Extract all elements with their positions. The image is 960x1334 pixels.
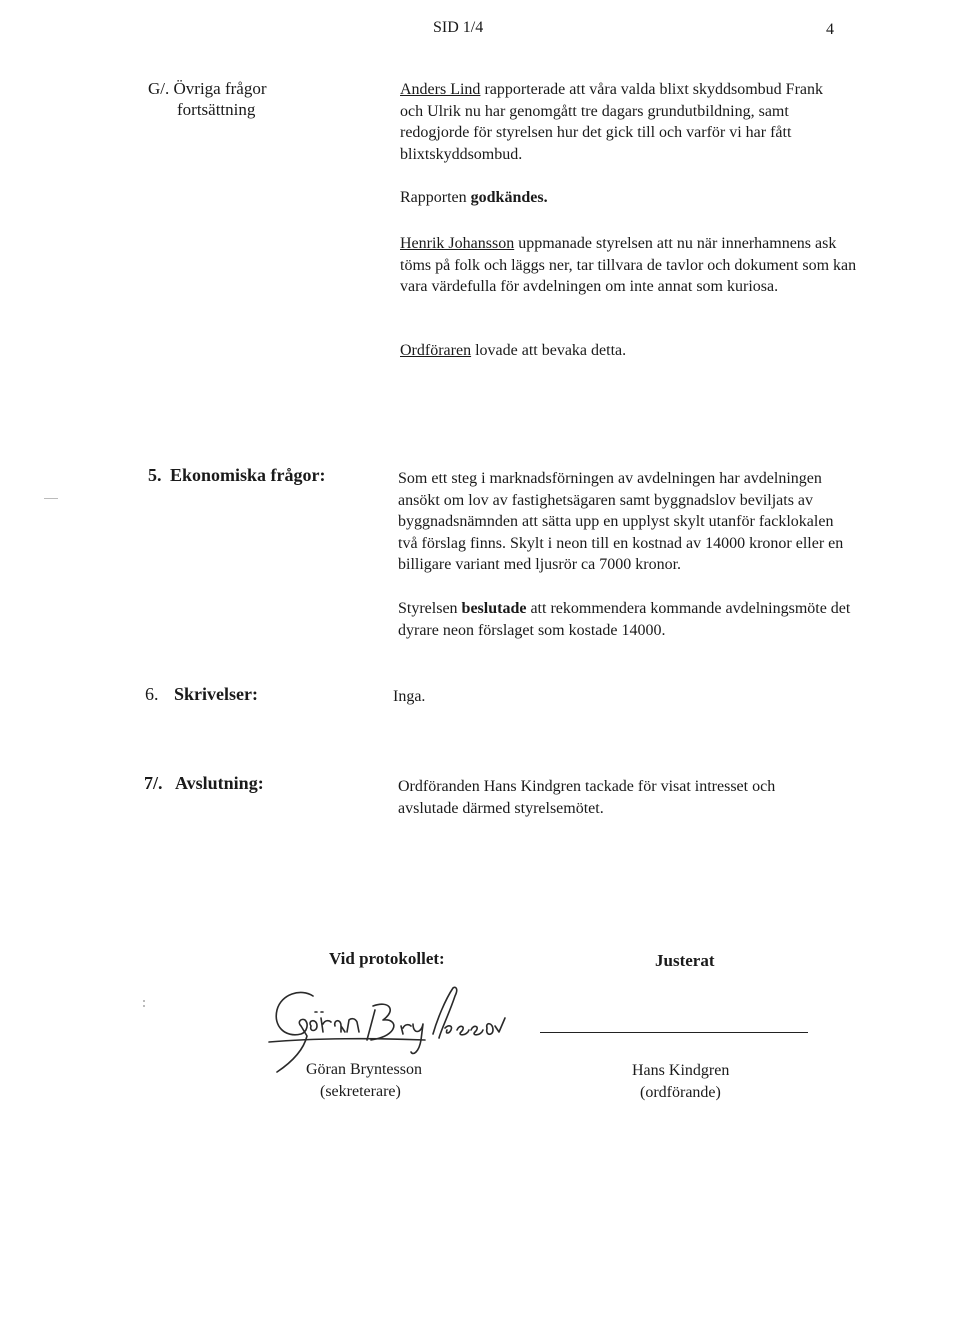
page-number: 4	[826, 21, 834, 38]
signature-left-heading: Vid protokollet:	[329, 949, 445, 968]
paragraph-text: Ordföranden Hans Kindgren tackade för visat intresset och	[398, 778, 776, 795]
section-g-paragraph-3	[400, 233, 940, 298]
paragraph-text: vara värdefulla för avdelningen om inte annat som kuriosa.	[400, 278, 779, 295]
paragraph-text: töms på folk och läggs ner, tar tillvara de tavlor och dokument som kan	[400, 256, 857, 274]
section-5-paragraph-2	[398, 598, 938, 641]
section-g-label-line2: fortsättning	[177, 100, 256, 119]
signature-right-name: Hans Kindgren	[632, 1062, 730, 1079]
decision-word: godkändes.	[470, 189, 548, 206]
section-title: Ekonomiska frågor:	[170, 465, 326, 485]
paragraph-text: två förslag finns. Skylt i neon till en kostnad av 14000 kronor eller en	[398, 534, 844, 552]
paragraph-text: dyrare neon förslaget som kostade 14000.	[398, 621, 666, 639]
decision-word: beslutade	[461, 600, 527, 617]
section-g-label-line1: G/. Övriga frågor	[148, 79, 267, 98]
section-7-number: 7/.	[144, 773, 163, 793]
paragraph-text: billigare variant med ljusrör ca 7000 kronor.	[398, 556, 682, 573]
section-5-heading	[148, 465, 326, 486]
section-number: 5.	[148, 465, 162, 485]
paragraph-text: ansökt om lov av fastighetsägaren samt byggnadslov beviljats av	[398, 491, 814, 509]
section-6-text: Inga.	[393, 688, 426, 705]
person-name-anders-lind: Anders Lind	[400, 81, 481, 98]
section-7-paragraph	[398, 776, 938, 819]
paragraph-text: avslutade därmed styrelsemötet.	[398, 799, 604, 817]
paragraph-text: uppmanade styrelsen att nu när innerhamnens ask	[514, 235, 837, 252]
margin-mark	[143, 1005, 145, 1007]
section-g-paragraph-2	[400, 187, 548, 209]
paragraph-text: blixtskyddsombud.	[400, 145, 523, 163]
signature-right-role: (ordförande)	[640, 1084, 721, 1101]
page-label: SID 1/4	[433, 19, 484, 36]
signature-right-heading: Justerat	[655, 951, 715, 970]
paragraph-text: och Ulrik nu har genomgått tre dagars grundutbildning, samt	[400, 102, 789, 120]
paragraph-text: rapporterade att våra valda blixt skyddsombud Frank	[480, 81, 824, 98]
section-g-paragraph-1	[400, 79, 940, 165]
margin-mark	[44, 498, 58, 499]
paragraph-text: byggnadsnämnden att sätta upp en upplyst skylt utanför facklokalen	[398, 513, 834, 530]
signature-left-role: (sekreterare)	[320, 1083, 401, 1100]
person-name-ordforaren: Ordföraren	[400, 342, 472, 359]
paragraph-text: redogjorde för styrelsen hur det gick till och varför vi har fått	[400, 124, 792, 141]
paragraph-text: att rekommendera kommande avdelningsmöte det	[526, 600, 851, 617]
section-7-title: Avslutning:	[175, 773, 264, 793]
signature-left-name: Göran Bryntesson	[306, 1061, 422, 1078]
person-name-henrik-johansson: Henrik Johansson	[400, 235, 515, 252]
section-g-paragraph-4	[400, 340, 626, 362]
margin-mark	[143, 1000, 145, 1002]
paragraph-text: lovade att bevaka detta.	[471, 342, 627, 359]
signature-line-right	[540, 1032, 808, 1033]
section-6-title: Skrivelser:	[174, 684, 258, 704]
section-5-paragraph-1	[398, 468, 938, 576]
paragraph-text: Styrelsen	[398, 600, 462, 617]
paragraph-text: Rapporten	[400, 189, 471, 206]
paragraph-text: Som ett steg i marknadsförningen av avdelningen har avdelningen	[398, 470, 822, 487]
section-6-number: 6.	[145, 684, 159, 704]
